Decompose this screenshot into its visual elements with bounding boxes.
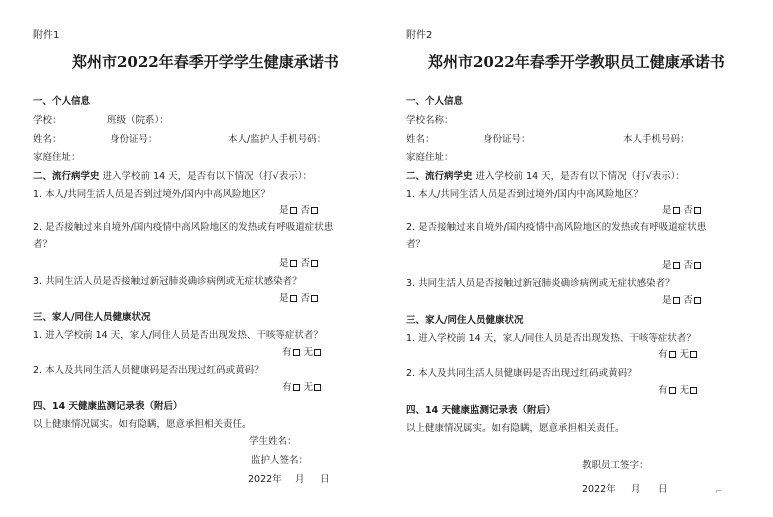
question-3: 3. 共同生活人员是否接触过新冠肺炎确诊病例或无症状感染者？ [33, 276, 302, 287]
pledge-statement: 以上健康情况属实。如有隐瞒，愿意承担相关责任。 [33, 419, 252, 430]
q1-no-checkbox[interactable] [311, 207, 318, 214]
date-day: 日 [320, 474, 330, 485]
epidemiology-intro: 进入学校前 14 天，是否有以下情况（打√表示）： [102, 171, 312, 182]
f1-no-checkbox[interactable] [690, 351, 697, 358]
staff-pledge-form [387, 0, 773, 517]
pledge-statement: 以上健康情况属实。如有隐瞒，愿意承担相关责任。 [406, 423, 625, 434]
q2-yes-checkbox[interactable] [290, 260, 297, 267]
attachment-label: 附件1 [33, 30, 60, 41]
page-corner-mark: ⌐ [715, 487, 723, 497]
school-field-label: 学校名称： [406, 115, 454, 126]
f1-yes-checkbox[interactable] [669, 351, 676, 358]
family-question-1-options: 有 无 [658, 349, 698, 361]
epidemiology-intro: 进入学校前 14 天，是否有以下情况（打√表示）： [475, 171, 685, 182]
f2-no-checkbox[interactable] [314, 384, 321, 391]
family-question-2: 2. 本人及共同生活人员健康码是否出现过红码或黄码？ [406, 368, 637, 379]
q3-no-checkbox[interactable] [311, 295, 318, 302]
name-field-label: 姓名： [406, 134, 435, 145]
q3-no-checkbox[interactable] [694, 297, 701, 304]
student-pledge-form [0, 0, 386, 517]
class-field-label: 班级（院系）： [107, 115, 169, 126]
question-1-options: 是 否 [279, 205, 319, 217]
attachment-label: 附件2 [406, 30, 433, 41]
family-question-2-options: 有 无 [282, 382, 322, 394]
section-personal-info: 一、个人信息 [33, 96, 91, 107]
guardian-signature-label: 监护人签名： [251, 455, 309, 466]
staff-signature-label: 教职员工签字： [582, 460, 649, 471]
q2-no-checkbox[interactable] [311, 260, 318, 267]
date-year: 2022年 [248, 474, 282, 485]
address-field-label: 家庭住址： [406, 152, 454, 163]
epidemiology-header [406, 171, 685, 183]
question-1: 1. 本人/共同生活人员是否到过境外/国内中高风险地区？ [33, 189, 270, 200]
q1-yes-checkbox[interactable] [673, 207, 680, 214]
section-personal-info: 一、个人信息 [406, 96, 464, 107]
school-field-label: 学校： [33, 115, 62, 126]
date-month: 月 [631, 484, 641, 495]
q2-no-checkbox[interactable] [694, 262, 701, 269]
student-signature-label: 学生姓名： [249, 436, 297, 447]
family-question-1: 1. 进入学校前 14 天，家人/同住人员是否出现发热、干咳等症状者？ [33, 330, 323, 341]
q3-yes-checkbox[interactable] [673, 297, 680, 304]
question-1-options: 是 否 [662, 205, 702, 217]
q1-no-checkbox[interactable] [694, 207, 701, 214]
f1-yes-checkbox[interactable] [293, 349, 300, 356]
section-monitoring-record: 四、14 天健康监测记录表（附后） [406, 405, 556, 416]
family-question-2-options: 有 无 [658, 385, 698, 397]
question-1: 1. 本人/共同生活人员是否到过境外/国内中高风险地区？ [406, 189, 643, 200]
f2-yes-checkbox[interactable] [293, 384, 300, 391]
question-2-line2: 者？ [33, 239, 53, 250]
question-3-options: 是 否 [662, 295, 702, 307]
question-2-line1: 2. 是否接触过来自境外/国内疫情中高风险地区的发热或有呼吸道症状患 [406, 222, 707, 233]
f1-no-checkbox[interactable] [314, 349, 321, 356]
f2-no-checkbox[interactable] [690, 387, 697, 394]
form-title: 郑州市2022年春季开学教职员工健康承诺书 [428, 53, 725, 71]
section-family-health: 三、家人/同住人员健康状况 [406, 315, 524, 326]
question-2-options: 是 否 [662, 260, 702, 272]
date-day: 日 [658, 484, 668, 495]
family-question-1-options: 有 无 [282, 347, 322, 359]
section-epidemiology: 二、流行病学史 [406, 171, 473, 182]
question-3: 3. 共同生活人员是否接触过新冠肺炎确诊病例或无症状感染者？ [406, 278, 675, 289]
epidemiology-header [33, 171, 312, 183]
name-field-label: 姓名： [33, 134, 62, 145]
section-family-health: 三、家人/同住人员健康状况 [33, 312, 151, 323]
section-epidemiology: 二、流行病学史 [33, 171, 100, 182]
question-2-options: 是 否 [279, 258, 319, 270]
family-question-1: 1. 进入学校前 14 天，家人/同住人员是否出现发热、干咳等症状者？ [406, 333, 696, 344]
f2-yes-checkbox[interactable] [669, 387, 676, 394]
date-year: 2022年 [582, 484, 616, 495]
section-monitoring-record: 四、14 天健康监测记录表（附后） [33, 401, 183, 412]
form-title: 郑州市2022年春季开学学生健康承诺书 [72, 53, 339, 71]
q3-yes-checkbox[interactable] [290, 295, 297, 302]
id-field-label: 身份证号： [483, 134, 531, 145]
phone-field-label: 本人手机号码： [623, 134, 690, 145]
q2-yes-checkbox[interactable] [673, 262, 680, 269]
phone-field-label: 本人/监护人手机号码： [228, 134, 327, 145]
question-2-line2: 者？ [406, 239, 426, 250]
q1-yes-checkbox[interactable] [290, 207, 297, 214]
address-field-label: 家庭住址： [33, 152, 81, 163]
family-question-2: 2. 本人及共同生活人员健康码是否出现过红码或黄码？ [33, 365, 264, 376]
id-field-label: 身份证号： [110, 134, 158, 145]
question-2-line1: 2. 是否接触过来自境外/国内疫情中高风险地区的发热或有呼吸道症状患 [33, 222, 334, 233]
date-month: 月 [295, 474, 305, 485]
question-3-options: 是 否 [279, 293, 319, 305]
